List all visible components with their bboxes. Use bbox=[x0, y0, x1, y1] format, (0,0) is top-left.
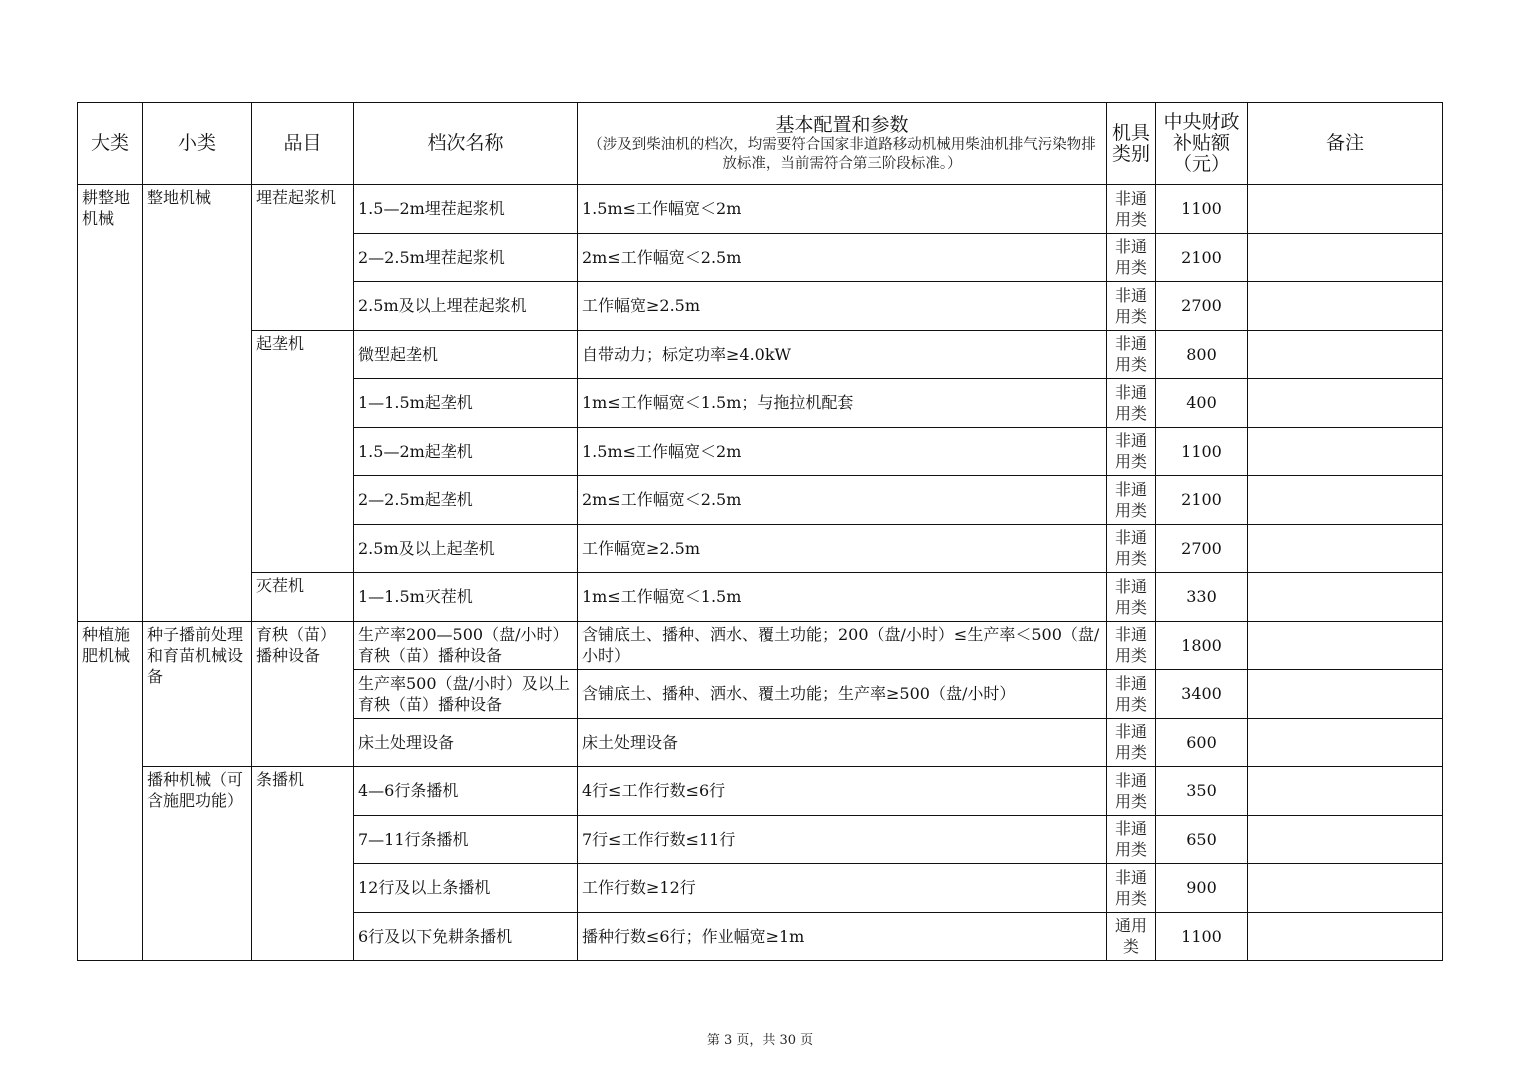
amount-cell: 1100 bbox=[1156, 912, 1248, 961]
amount-cell: 3400 bbox=[1156, 670, 1248, 719]
amount-cell: 350 bbox=[1156, 767, 1248, 816]
config-cell: 工作幅宽≥2.5m bbox=[578, 524, 1107, 573]
remark-cell bbox=[1248, 621, 1443, 670]
remark-cell bbox=[1248, 233, 1443, 282]
type-cell: 非通用类 bbox=[1107, 621, 1156, 670]
grade-cell: 2.5m及以上埋茬起浆机 bbox=[354, 282, 578, 331]
grade-cell: 2.5m及以上起垄机 bbox=[354, 524, 578, 573]
amount-cell: 1800 bbox=[1156, 621, 1248, 670]
config-cell: 播种行数≤6行；作业幅宽≥1m bbox=[578, 912, 1107, 961]
config-cell: 1.5m≤工作幅宽＜2m bbox=[578, 427, 1107, 476]
config-cell: 含铺底土、播种、洒水、覆土功能；200（盘/小时）≤生产率＜500（盘/小时） bbox=[578, 621, 1107, 670]
config-cell: 7行≤工作行数≤11行 bbox=[578, 815, 1107, 864]
grade-cell: 2—2.5m起垄机 bbox=[354, 476, 578, 525]
header-config bbox=[578, 103, 1107, 185]
subsidy-table bbox=[77, 102, 1443, 961]
remark-cell bbox=[1248, 379, 1443, 428]
type-cell: 非通用类 bbox=[1107, 573, 1156, 622]
amount-cell: 800 bbox=[1156, 330, 1248, 379]
table-row bbox=[78, 185, 1443, 234]
header-remark: 备注 bbox=[1248, 103, 1443, 185]
big-category-cell: 耕整地机械 bbox=[78, 185, 143, 622]
config-cell: 2m≤工作幅宽＜2.5m bbox=[578, 476, 1107, 525]
table-row bbox=[78, 621, 1443, 670]
grade-cell: 1.5—2m埋茬起浆机 bbox=[354, 185, 578, 234]
config-cell: 4行≤工作行数≤6行 bbox=[578, 767, 1107, 816]
type-cell: 非通用类 bbox=[1107, 427, 1156, 476]
type-cell: 非通用类 bbox=[1107, 767, 1156, 816]
grade-cell: 1—1.5m起垄机 bbox=[354, 379, 578, 428]
grade-cell: 微型起垄机 bbox=[354, 330, 578, 379]
page-number: 第 3 页，共 30 页 bbox=[706, 1033, 814, 1048]
header-subsidy-amount: 中央财政补贴额（元） bbox=[1156, 103, 1248, 185]
header-grade-name: 档次名称 bbox=[354, 103, 578, 185]
amount-cell: 1100 bbox=[1156, 427, 1248, 476]
amount-cell: 600 bbox=[1156, 718, 1248, 767]
type-cell: 非通用类 bbox=[1107, 476, 1156, 525]
remark-cell bbox=[1248, 282, 1443, 331]
small-category-cell: 整地机械 bbox=[143, 185, 252, 622]
small-category-cell: 播种机械（可含施肥功能） bbox=[143, 767, 252, 961]
amount-cell: 1100 bbox=[1156, 185, 1248, 234]
type-cell: 非通用类 bbox=[1107, 379, 1156, 428]
grade-cell: 6行及以下免耕条播机 bbox=[354, 912, 578, 961]
header-machine-type: 机具类别 bbox=[1107, 103, 1156, 185]
amount-cell: 2700 bbox=[1156, 282, 1248, 331]
amount-cell: 2100 bbox=[1156, 476, 1248, 525]
config-cell: 工作幅宽≥2.5m bbox=[578, 282, 1107, 331]
config-cell: 工作行数≥12行 bbox=[578, 864, 1107, 913]
header-small-category: 小类 bbox=[143, 103, 252, 185]
item-cell: 埋茬起浆机 bbox=[252, 185, 354, 331]
table-row bbox=[78, 573, 1443, 622]
amount-cell: 400 bbox=[1156, 379, 1248, 428]
grade-cell: 1.5—2m起垄机 bbox=[354, 427, 578, 476]
grade-cell: 2—2.5m埋茬起浆机 bbox=[354, 233, 578, 282]
remark-cell bbox=[1248, 912, 1443, 961]
table-row bbox=[78, 330, 1443, 379]
grade-cell: 生产率200—500（盘/小时）育秧（苗）播种设备 bbox=[354, 621, 578, 670]
type-cell: 非通用类 bbox=[1107, 718, 1156, 767]
config-cell: 1m≤工作幅宽＜1.5m bbox=[578, 573, 1107, 622]
config-cell: 含铺底土、播种、洒水、覆土功能；生产率≥500（盘/小时） bbox=[578, 670, 1107, 719]
grade-cell: 生产率500（盘/小时）及以上育秧（苗）播种设备 bbox=[354, 670, 578, 719]
grade-cell: 床土处理设备 bbox=[354, 718, 578, 767]
type-cell: 通用类 bbox=[1107, 912, 1156, 961]
item-cell: 灭茬机 bbox=[252, 573, 354, 622]
config-cell: 2m≤工作幅宽＜2.5m bbox=[578, 233, 1107, 282]
small-category-cell: 种子播前处理和育苗机械设备 bbox=[143, 621, 252, 767]
grade-cell: 12行及以上条播机 bbox=[354, 864, 578, 913]
item-cell: 起垄机 bbox=[252, 330, 354, 573]
amount-cell: 330 bbox=[1156, 573, 1248, 622]
grade-cell: 7—11行条播机 bbox=[354, 815, 578, 864]
remark-cell bbox=[1248, 427, 1443, 476]
remark-cell bbox=[1248, 815, 1443, 864]
header-config-note: （涉及到柴油机的档次，均需要符合国家非道路移动机械用柴油机排气污染物排放标准，当前需符合第三阶段标准。） bbox=[588, 136, 1096, 172]
table-header-row bbox=[78, 103, 1443, 185]
big-category-cell: 种植施肥机械 bbox=[78, 621, 143, 961]
remark-cell bbox=[1248, 573, 1443, 622]
remark-cell bbox=[1248, 476, 1443, 525]
type-cell: 非通用类 bbox=[1107, 330, 1156, 379]
grade-cell: 1—1.5m灭茬机 bbox=[354, 573, 578, 622]
amount-cell: 2100 bbox=[1156, 233, 1248, 282]
amount-cell: 900 bbox=[1156, 864, 1248, 913]
item-cell: 育秧（苗）播种设备 bbox=[252, 621, 354, 767]
header-config-title: 基本配置和参数 bbox=[775, 113, 909, 136]
type-cell: 非通用类 bbox=[1107, 815, 1156, 864]
type-cell: 非通用类 bbox=[1107, 524, 1156, 573]
amount-cell: 2700 bbox=[1156, 524, 1248, 573]
config-cell: 1.5m≤工作幅宽＜2m bbox=[578, 185, 1107, 234]
type-cell: 非通用类 bbox=[1107, 233, 1156, 282]
amount-cell: 650 bbox=[1156, 815, 1248, 864]
remark-cell bbox=[1248, 767, 1443, 816]
remark-cell bbox=[1248, 524, 1443, 573]
remark-cell bbox=[1248, 185, 1443, 234]
item-cell: 条播机 bbox=[252, 767, 354, 961]
config-cell: 自带动力；标定功率≥4.0kW bbox=[578, 330, 1107, 379]
config-cell: 床土处理设备 bbox=[578, 718, 1107, 767]
table-row bbox=[78, 767, 1443, 816]
remark-cell bbox=[1248, 330, 1443, 379]
type-cell: 非通用类 bbox=[1107, 670, 1156, 719]
type-cell: 非通用类 bbox=[1107, 185, 1156, 234]
type-cell: 非通用类 bbox=[1107, 864, 1156, 913]
config-cell: 1m≤工作幅宽＜1.5m；与拖拉机配套 bbox=[578, 379, 1107, 428]
remark-cell bbox=[1248, 670, 1443, 719]
remark-cell bbox=[1248, 718, 1443, 767]
remark-cell bbox=[1248, 864, 1443, 913]
header-item: 品目 bbox=[252, 103, 354, 185]
grade-cell: 4—6行条播机 bbox=[354, 767, 578, 816]
type-cell: 非通用类 bbox=[1107, 282, 1156, 331]
header-big-category: 大类 bbox=[78, 103, 143, 185]
